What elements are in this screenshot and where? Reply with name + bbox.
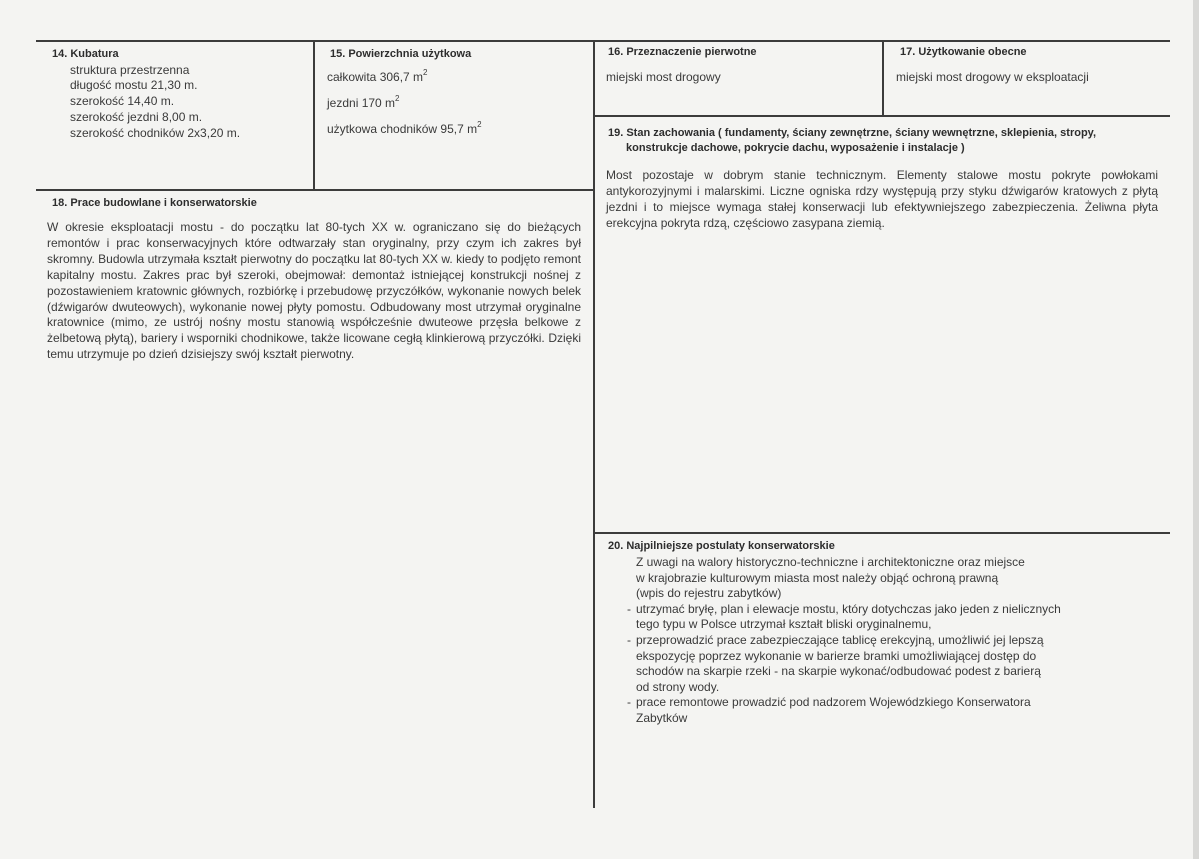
divider-14-15 — [313, 40, 315, 190]
field-18-text: W okresie eksploatacji mostu - do początku lat 80-tych XX w. ograniczano się do bieżących remontów i prac konserwacyjnych które odtwarzały stan oryginalny, przy czym ich zakres był skromny. Budowla utrzymała kształt pierwotny do początku lat 80-tych XX w. kiedy to podjęto remont kapitalny mostu. Zakres prac był szeroki, obejmował: demontaż istniejącej konstrukcji nośnej z pozostawieniem kratownic głównych, rozbiórkę i przebudowę przyczółków, wykonanie nowych belek (dźwigarów dwuteowych), wykonanie nowej płyty pomostu. Odbudowany most utrzymał oryginalne kratownice (mimo, ze ustrój nośny mostu stanowią współcześnie dwuteowe przęsła belkowe z żelbetową płytą), bariery i wsporniki chodnikowe, także licowane cegłą klinkierową przyczółki. Dzięki temu utrzymuje po dzień dzisiejszy swój kształt pierwotny. — [47, 220, 581, 362]
rule-above-18 — [36, 189, 594, 191]
field-20-item-4-line-1: prace remontowe prowadzić pod nadzorem Wojewódzkiego Konserwatora — [636, 695, 1031, 710]
top-rule — [36, 40, 1170, 42]
field-15-road — [327, 96, 400, 112]
field-15-sidewalks-text: użytkowa chodników 95,7 m — [327, 122, 478, 136]
field-14-line-1: struktura przestrzenna — [70, 63, 190, 77]
field-20-item-4-line-2: Zabytków — [636, 710, 688, 725]
rule-above-20 — [594, 532, 1170, 534]
field-14-line-2: długość mostu 21,30 m. — [70, 78, 198, 92]
field-20-item-3-line-4: od strony wody. — [636, 679, 720, 694]
divider-15-16 — [593, 40, 595, 808]
rule-above-19 — [594, 115, 1170, 117]
field-16-heading: 16. Przeznaczenie pierwotne — [608, 46, 757, 58]
field-14-line-4: szerokość jezdni 8,00 m. — [70, 110, 203, 124]
field-15-total-text: całkowita 306,7 m — [327, 70, 424, 84]
field-20-item-3-dash: - — [627, 632, 631, 647]
field-15-sidewalks — [327, 122, 482, 138]
field-20-item-2-dash: - — [627, 601, 631, 616]
field-19-heading-line-1: 19. Stan zachowania ( fundamenty, ściany zewnętrzne, ściany wewnętrzne, sklepienia, stropy, — [608, 127, 1097, 139]
field-14-line-5: szerokość chodników 2x3,20 m. — [70, 126, 241, 140]
field-16-value: miejski most drogowy — [606, 70, 721, 84]
field-19-text: Most pozostaje w dobrym stanie technicznym. Elementy stalowe mostu pokryte powłokami antykorozyjnymi i malarskimi. Liczne ogniska rdzy występują przy styku dźwigarów kratowych z płytą jezdni i to miejsce wymaga stałej konserwacji lub efektywniejszego zabezpieczenia. Żeliwna płyta erekcyjna pokryta rdzą, częściowo zasypana ziemią. — [606, 168, 1158, 230]
field-20-item-3-line-1: przeprowadzić prace zabezpieczające tablicę erekcyjną, umożliwić jej lepszą — [636, 632, 1044, 647]
field-20-item-1 — [636, 555, 1147, 602]
field-20-heading: 20. Najpilniejsze postulaty konserwatorskie — [608, 540, 835, 552]
field-20-item-3-line-3: schodów na skarpie rzeki - na skarpie wykonać/odbudować podest z barierą — [636, 664, 1041, 679]
field-14-line-3: szerokość 14,40 m. — [70, 94, 175, 108]
field-15-total — [327, 70, 428, 86]
field-19-heading-line-2: konstrukcje dachowe, pokrycie dachu, wyposażenie i instalacje ) — [626, 142, 965, 154]
field-20-list — [627, 555, 1147, 727]
field-20-item-4-dash: - — [627, 695, 631, 710]
field-20-item-2-line-1: utrzymać bryłę, plan i elewacje mostu, który dotychczas jako jeden z nielicznych — [636, 601, 1061, 616]
field-14-heading: 14. Kubatura — [52, 48, 119, 60]
divider-16-17 — [882, 40, 884, 116]
field-15-road-text: jezdni 170 m — [327, 96, 396, 110]
field-15-road-exp: 2 — [395, 94, 400, 103]
field-17-value: miejski most drogowy w eksploatacji — [896, 70, 1089, 84]
field-20-item-1-line-1: Z uwagi na walory historyczno-techniczne i architektoniczne oraz miejsce — [636, 555, 1025, 569]
field-15-sidewalks-exp: 2 — [477, 120, 482, 129]
field-20-item-1-line-2: w krajobrazie kulturowym miasta most należy objąć ochroną prawną — [636, 570, 999, 585]
field-20-item-1-line-3: (wpis do rejestru zabytków) — [636, 586, 782, 601]
field-20-item-4 — [627, 695, 1147, 726]
field-20-item-3-line-2: ekspozycję poprzez wykonanie w barierze bramki umożliwiającej dostęp do — [636, 648, 1037, 663]
field-20-item-2 — [627, 602, 1147, 633]
field-18-heading: 18. Prace budowlane i konserwatorskie — [52, 197, 257, 209]
field-15-total-exp: 2 — [423, 68, 428, 77]
field-15-heading: 15. Powierzchnia użytkowa — [330, 48, 472, 60]
scan-edge — [1193, 0, 1199, 859]
field-20-item-3 — [627, 633, 1147, 695]
field-17-heading: 17. Użytkowanie obecne — [900, 46, 1027, 58]
field-20-item-2-line-2: tego typu w Polsce utrzymał kształt bliski oryginalnemu, — [636, 617, 932, 632]
